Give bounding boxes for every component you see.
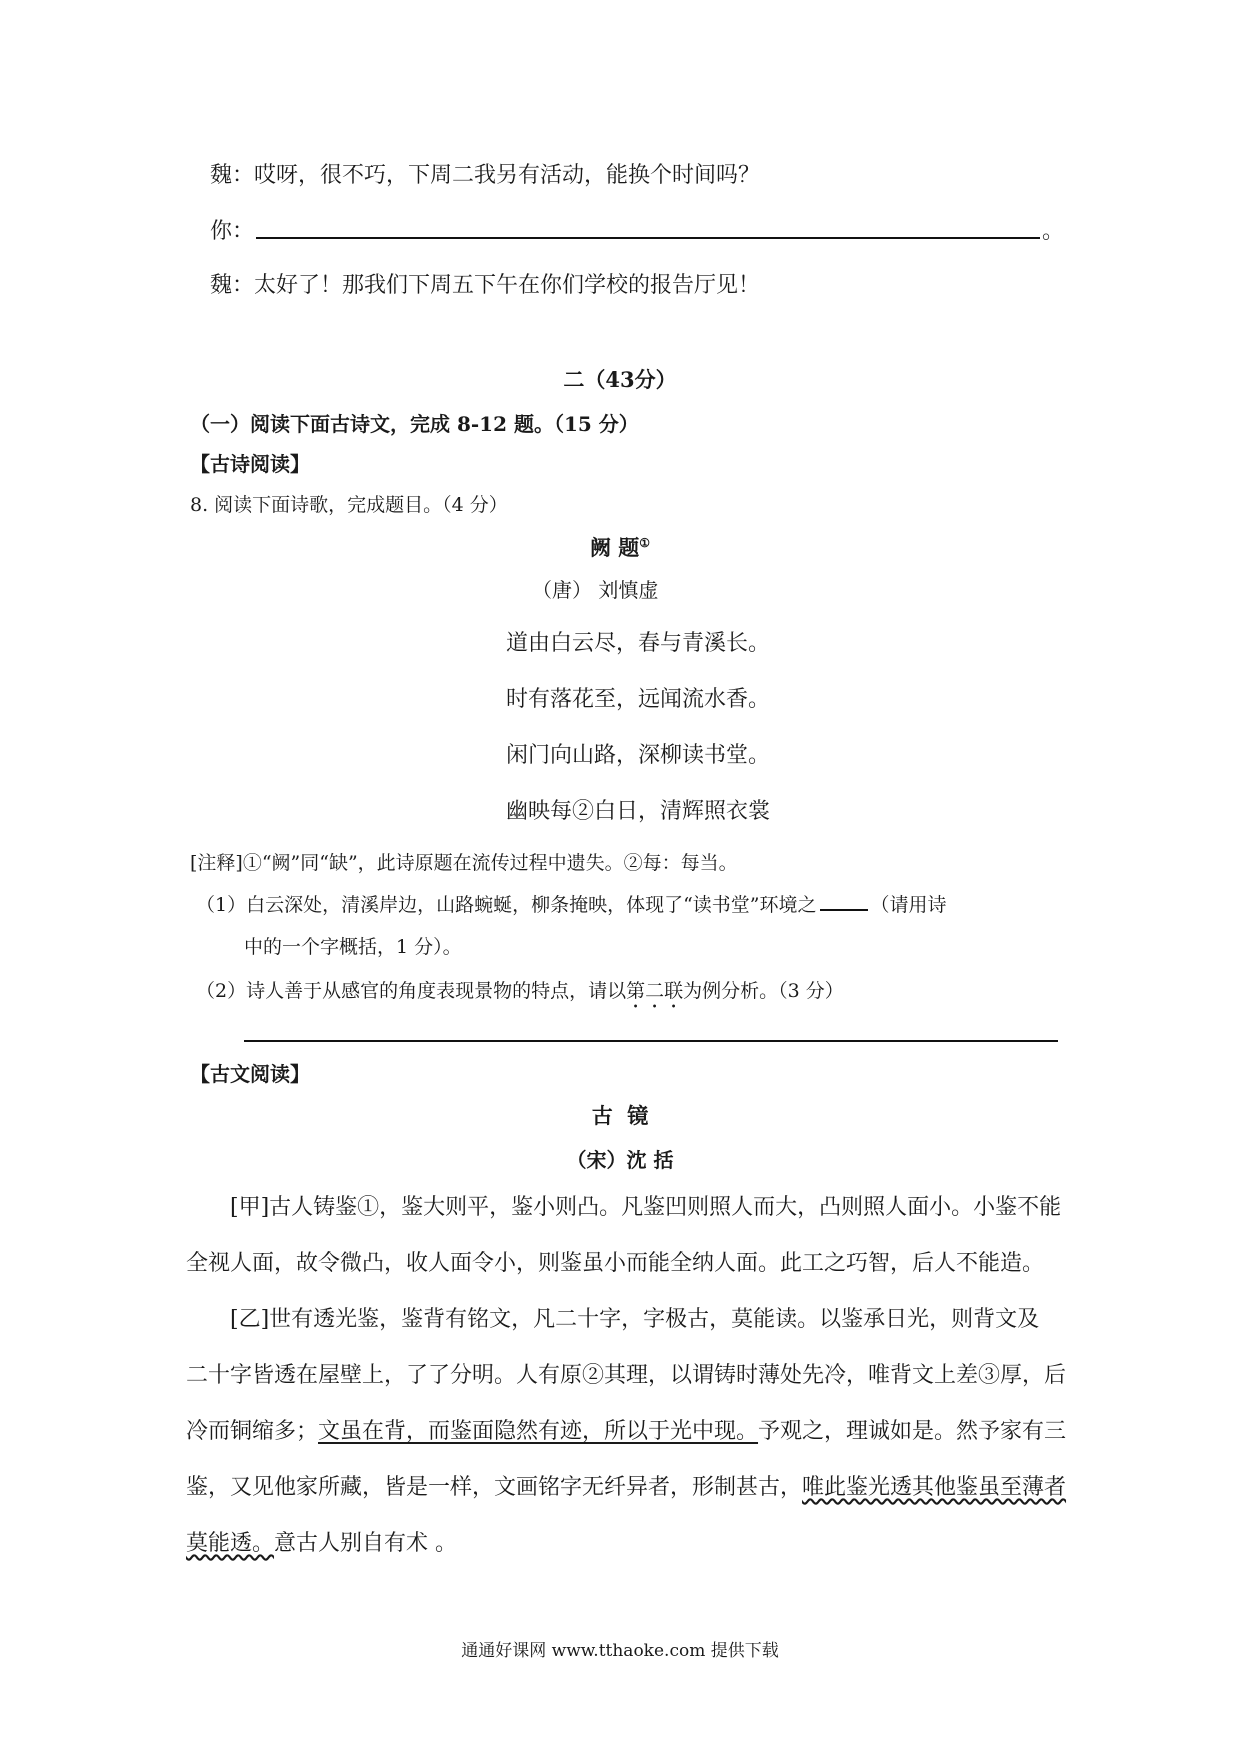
- poem-author: （唐） 刘慎虚: [532, 578, 659, 602]
- prose-p2-line4: [186, 1470, 1066, 1501]
- prose-p2-line5: [186, 1526, 457, 1557]
- poem-note: [注释]①“阙”同“缺”，此诗原题在流传过程中遗失。②每：每当。: [190, 852, 738, 874]
- poem-title-note-mark: ①: [639, 536, 651, 550]
- prose-title: 古 镜: [591, 1103, 649, 1128]
- q8-sub1-text: [196, 890, 947, 917]
- dialogue-wei-1: 魏：哎呀，很不巧，下周二我另有活动，能换个时间吗？: [210, 163, 761, 188]
- prose-reading-heading: 【古文阅读】: [190, 1062, 310, 1086]
- poem-title: [0, 532, 1240, 562]
- q8-sub2-prompt: （2）诗人善于从感官的角度表现景物的特点，请以: [196, 980, 627, 1002]
- wavy-underlined-sentence-1: 唯此鉴光透其他鉴虽至薄者: [802, 1475, 1067, 1500]
- answer-blank-line: [256, 237, 1040, 239]
- wavy-underlined-sentence-2: 莫能透。: [186, 1531, 275, 1556]
- prose-p1-line2: 全视人面，故令微凸，收人面令小，则鉴虽小而能全纳人面。此工之巧智，后人不能造。: [186, 1251, 1045, 1276]
- dialogue-wei-2: 魏：太好了！那我们下周五下午在你们学校的报告厅见！: [210, 273, 761, 298]
- q8-sub2-suffix: 为例分析。（3 分）: [683, 980, 844, 1002]
- dialogue-you-label: 你：: [210, 219, 255, 244]
- prose-p1-line1: [甲]古人铸鉴①，鉴大则平，鉴小则凸。凡鉴凹则照人而大，凸则照人面小。小鉴不能: [230, 1195, 1062, 1220]
- dialogue-you-end: 。: [1042, 219, 1065, 244]
- prose-p2-line3-b: 予观之，理诚如是。然予家有三: [758, 1419, 1067, 1444]
- footer-source: 通通好课网 www.tthaoke.com 提供下载: [461, 1641, 779, 1661]
- q8-sub2-dotted: 第二联: [626, 980, 684, 1002]
- prose-p2-line5-b: 意古人别自有术 。: [274, 1531, 458, 1556]
- prose-p2-line3-a: 冷而铜缩多；: [186, 1419, 319, 1444]
- prose-p2-line4-a: 鉴，又见他家所藏，皆是一样，文画铭字无纤异者，形制甚古，: [186, 1475, 803, 1500]
- poem-line-1: 道由白云尽，春与青溪长。: [506, 631, 771, 656]
- q8-sub1-instruction: （请用诗: [870, 894, 947, 916]
- prose-p2-line2: 二十字皆透在屋壁上，了了分明。人有原②其理，以谓铸时薄处先冷，唯背文上差③厚，后: [186, 1363, 1067, 1388]
- prose-p2-line3: [186, 1414, 1066, 1445]
- question-8: 8. 阅读下面诗歌，完成题目。（4 分）: [190, 494, 508, 516]
- section-title: 二（43分）: [563, 367, 677, 392]
- q8-sub1-blank: [820, 909, 868, 911]
- q8-sub1-cont: 中的一个字概括，1 分）。: [244, 936, 462, 958]
- part-heading: （一）阅读下面古诗文，完成 8-12 题。（15 分）: [190, 412, 639, 436]
- underlined-sentence: 文虽在背，而鉴面隐然有迹，所以于光中现。: [318, 1419, 759, 1444]
- q8-sub2-answer-line: [244, 1040, 1058, 1042]
- prose-p2-line1: [乙]世有透光鉴，鉴背有铭文，凡二十字，字极古，莫能读。以鉴承日光，则背文及: [230, 1307, 1040, 1332]
- poem-line-4: 幽映每②白日，清辉照衣裳: [506, 799, 771, 824]
- poem-line-2: 时有落花至，远闻流水香。: [506, 687, 771, 712]
- q8-sub2-text: [196, 976, 844, 1013]
- poem-title-text: 阙 题: [589, 535, 640, 560]
- prose-author: （宋）沈 括: [566, 1148, 674, 1172]
- q8-sub1-prompt: （1）白云深处，清溪岸边，山路蜿蜒，柳条掩映，体现了“读书堂”环境之: [196, 894, 817, 916]
- poem-line-3: 闲门向山路，深柳读书堂。: [506, 743, 771, 768]
- poem-reading-heading: 【古诗阅读】: [190, 452, 310, 476]
